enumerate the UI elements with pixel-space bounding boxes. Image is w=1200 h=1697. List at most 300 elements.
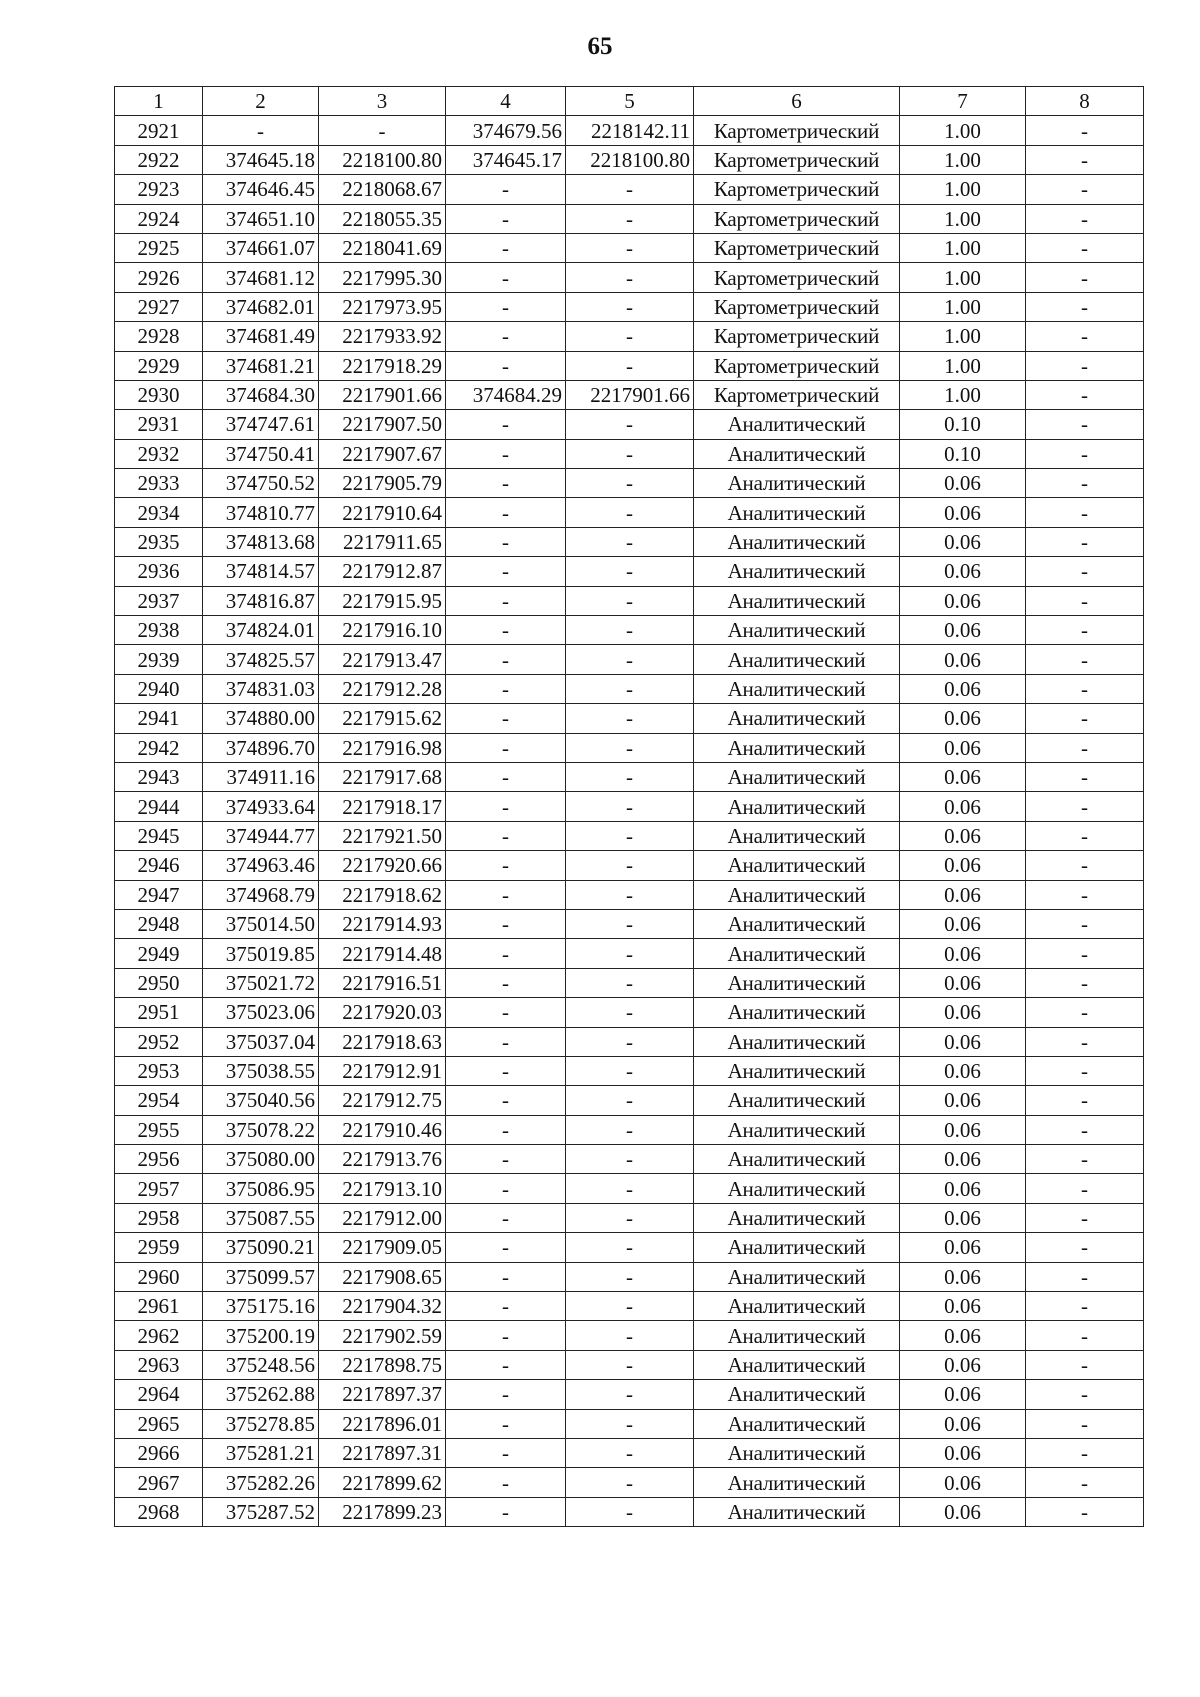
accuracy-cell: 0.06	[900, 557, 1026, 586]
x-prev-cell: -	[446, 498, 566, 527]
y-prev-cell: -	[566, 557, 694, 586]
note-cell: -	[1026, 1468, 1144, 1497]
table-row	[115, 821, 1144, 850]
note-cell: -	[1026, 233, 1144, 262]
accuracy-cell: 0.06	[900, 792, 1026, 821]
method-cell: Картометрический	[694, 322, 900, 351]
x-prev-cell: -	[446, 1468, 566, 1497]
y-prev-cell: -	[566, 762, 694, 791]
table-row	[115, 145, 1144, 174]
x-prev-cell: -	[446, 880, 566, 909]
y-prev-cell: -	[566, 1380, 694, 1409]
x-coord-cell: 374963.46	[203, 851, 319, 880]
accuracy-cell: 0.06	[900, 968, 1026, 997]
y-prev-cell: -	[566, 1321, 694, 1350]
point-number-cell: 2929	[115, 351, 203, 380]
x-prev-cell: -	[446, 1203, 566, 1232]
point-number-cell: 2967	[115, 1468, 203, 1497]
point-number-cell: 2946	[115, 851, 203, 880]
x-coord-cell: 374645.18	[203, 145, 319, 174]
table-row	[115, 1086, 1144, 1115]
y-prev-cell: -	[566, 1350, 694, 1379]
y-coord-cell: 2217912.28	[319, 674, 446, 703]
x-coord-cell: 375278.85	[203, 1409, 319, 1438]
table-row	[115, 674, 1144, 703]
y-prev-cell: -	[566, 674, 694, 703]
accuracy-cell: 0.06	[900, 498, 1026, 527]
x-coord-cell: 374681.21	[203, 351, 319, 380]
y-coord-cell: 2217914.48	[319, 939, 446, 968]
x-coord-cell: 374651.10	[203, 204, 319, 233]
note-cell: -	[1026, 498, 1144, 527]
y-prev-cell: -	[566, 851, 694, 880]
accuracy-cell: 0.06	[900, 527, 1026, 556]
column-header-4: 4	[446, 87, 566, 116]
note-cell: -	[1026, 527, 1144, 556]
y-coord-cell: 2217920.03	[319, 998, 446, 1027]
y-coord-cell: 2217912.00	[319, 1203, 446, 1232]
accuracy-cell: 0.06	[900, 880, 1026, 909]
x-prev-cell: -	[446, 1262, 566, 1291]
method-cell: Аналитический	[694, 645, 900, 674]
y-coord-cell: 2217897.31	[319, 1438, 446, 1467]
y-coord-cell: 2217933.92	[319, 322, 446, 351]
point-number-cell: 2925	[115, 233, 203, 262]
point-number-cell: 2926	[115, 263, 203, 292]
method-cell: Аналитический	[694, 1056, 900, 1085]
y-prev-cell: -	[566, 704, 694, 733]
method-cell: Аналитический	[694, 1115, 900, 1144]
y-prev-cell: -	[566, 1027, 694, 1056]
y-coord-cell: 2217918.17	[319, 792, 446, 821]
point-number-cell: 2960	[115, 1262, 203, 1291]
y-prev-cell: -	[566, 1145, 694, 1174]
point-number-cell: 2933	[115, 469, 203, 498]
note-cell: -	[1026, 1233, 1144, 1262]
x-prev-cell: -	[446, 263, 566, 292]
point-number-cell: 2950	[115, 968, 203, 997]
note-cell: -	[1026, 1027, 1144, 1056]
y-prev-cell: -	[566, 1468, 694, 1497]
y-coord-cell: 2217912.87	[319, 557, 446, 586]
y-prev-cell: -	[566, 233, 694, 262]
method-cell: Аналитический	[694, 557, 900, 586]
table-row	[115, 1409, 1144, 1438]
y-coord-cell: 2217914.93	[319, 909, 446, 938]
note-cell: -	[1026, 1262, 1144, 1291]
point-number-cell: 2936	[115, 557, 203, 586]
x-coord-cell: 374825.57	[203, 645, 319, 674]
accuracy-cell: 0.06	[900, 998, 1026, 1027]
table-row	[115, 439, 1144, 468]
x-coord-cell: 374831.03	[203, 674, 319, 703]
accuracy-cell: 0.10	[900, 439, 1026, 468]
table-row	[115, 1497, 1144, 1526]
x-coord-cell: 374661.07	[203, 233, 319, 262]
method-cell: Аналитический	[694, 939, 900, 968]
y-prev-cell: -	[566, 1292, 694, 1321]
note-cell: -	[1026, 762, 1144, 791]
x-coord-cell: 375021.72	[203, 968, 319, 997]
x-prev-cell: 374679.56	[446, 116, 566, 145]
y-prev-cell: -	[566, 939, 694, 968]
note-cell: -	[1026, 469, 1144, 498]
table-row	[115, 322, 1144, 351]
method-cell: Аналитический	[694, 410, 900, 439]
point-number-cell: 2958	[115, 1203, 203, 1232]
accuracy-cell: 0.06	[900, 586, 1026, 615]
accuracy-cell: 0.06	[900, 469, 1026, 498]
point-number-cell: 2962	[115, 1321, 203, 1350]
point-number-cell: 2940	[115, 674, 203, 703]
note-cell: -	[1026, 263, 1144, 292]
table-row	[115, 498, 1144, 527]
note-cell: -	[1026, 410, 1144, 439]
table-row	[115, 939, 1144, 968]
x-prev-cell: -	[446, 1292, 566, 1321]
x-coord-cell: 375287.52	[203, 1497, 319, 1526]
accuracy-cell: 0.06	[900, 704, 1026, 733]
method-cell: Аналитический	[694, 998, 900, 1027]
x-prev-cell: -	[446, 998, 566, 1027]
x-prev-cell: -	[446, 1115, 566, 1144]
x-coord-cell: 375281.21	[203, 1438, 319, 1467]
accuracy-cell: 0.06	[900, 762, 1026, 791]
x-coord-cell: 375248.56	[203, 1350, 319, 1379]
x-coord-cell: 374933.64	[203, 792, 319, 821]
column-header-5: 5	[566, 87, 694, 116]
accuracy-cell: 0.06	[900, 1262, 1026, 1291]
accuracy-cell: 1.00	[900, 145, 1026, 174]
note-cell: -	[1026, 1321, 1144, 1350]
point-number-cell: 2968	[115, 1497, 203, 1526]
note-cell: -	[1026, 1056, 1144, 1085]
x-prev-cell: -	[446, 792, 566, 821]
y-coord-cell: -	[319, 116, 446, 145]
y-coord-cell: 2217909.05	[319, 1233, 446, 1262]
x-prev-cell: -	[446, 1174, 566, 1203]
note-cell: -	[1026, 880, 1144, 909]
method-cell: Аналитический	[694, 909, 900, 938]
x-prev-cell: -	[446, 586, 566, 615]
method-cell: Аналитический	[694, 1321, 900, 1350]
x-coord-cell: 375014.50	[203, 909, 319, 938]
y-coord-cell: 2217916.51	[319, 968, 446, 997]
accuracy-cell: 0.06	[900, 1056, 1026, 1085]
method-cell: Картометрический	[694, 204, 900, 233]
point-number-cell: 2934	[115, 498, 203, 527]
x-prev-cell: -	[446, 292, 566, 321]
note-cell: -	[1026, 733, 1144, 762]
accuracy-cell: 1.00	[900, 380, 1026, 409]
table-row	[115, 351, 1144, 380]
accuracy-cell: 1.00	[900, 351, 1026, 380]
accuracy-cell: 0.06	[900, 733, 1026, 762]
note-cell: -	[1026, 1497, 1144, 1526]
table-row	[115, 1468, 1144, 1497]
point-number-cell: 2939	[115, 645, 203, 674]
note-cell: -	[1026, 1350, 1144, 1379]
method-cell: Аналитический	[694, 527, 900, 556]
y-coord-cell: 2217898.75	[319, 1350, 446, 1379]
y-coord-cell: 2218055.35	[319, 204, 446, 233]
method-cell: Картометрический	[694, 116, 900, 145]
accuracy-cell: 0.06	[900, 939, 1026, 968]
y-coord-cell: 2217907.67	[319, 439, 446, 468]
x-prev-cell: -	[446, 645, 566, 674]
point-number-cell: 2963	[115, 1350, 203, 1379]
table-row	[115, 1233, 1144, 1262]
x-coord-cell: 374682.01	[203, 292, 319, 321]
note-cell: -	[1026, 145, 1144, 174]
y-prev-cell: -	[566, 998, 694, 1027]
x-prev-cell: -	[446, 1233, 566, 1262]
method-cell: Аналитический	[694, 851, 900, 880]
table-row	[115, 998, 1144, 1027]
x-prev-cell: -	[446, 821, 566, 850]
x-prev-cell: -	[446, 1145, 566, 1174]
method-cell: Аналитический	[694, 1409, 900, 1438]
method-cell: Картометрический	[694, 292, 900, 321]
y-prev-cell: -	[566, 1409, 694, 1438]
column-header-2: 2	[203, 87, 319, 116]
point-number-cell: 2937	[115, 586, 203, 615]
x-prev-cell: -	[446, 616, 566, 645]
y-prev-cell: -	[566, 645, 694, 674]
accuracy-cell: 0.06	[900, 674, 1026, 703]
x-coord-cell: 375200.19	[203, 1321, 319, 1350]
method-cell: Аналитический	[694, 1145, 900, 1174]
x-prev-cell: -	[446, 1497, 566, 1526]
point-number-cell: 2928	[115, 322, 203, 351]
y-coord-cell: 2217915.95	[319, 586, 446, 615]
x-coord-cell: 374681.49	[203, 322, 319, 351]
x-prev-cell: 374645.17	[446, 145, 566, 174]
y-coord-cell: 2217917.68	[319, 762, 446, 791]
y-prev-cell: -	[566, 175, 694, 204]
accuracy-cell: 0.06	[900, 1380, 1026, 1409]
table-header	[115, 87, 1144, 116]
point-number-cell: 2964	[115, 1380, 203, 1409]
note-cell: -	[1026, 322, 1144, 351]
y-prev-cell: -	[566, 1262, 694, 1291]
x-coord-cell: 374681.12	[203, 263, 319, 292]
method-cell: Аналитический	[694, 1203, 900, 1232]
x-coord-cell: 375040.56	[203, 1086, 319, 1115]
table-row	[115, 733, 1144, 762]
table-row	[115, 880, 1144, 909]
note-cell: -	[1026, 1086, 1144, 1115]
method-cell: Аналитический	[694, 1262, 900, 1291]
method-cell: Картометрический	[694, 380, 900, 409]
method-cell: Аналитический	[694, 733, 900, 762]
y-prev-cell: -	[566, 527, 694, 556]
y-prev-cell: -	[566, 1115, 694, 1144]
x-prev-cell: -	[446, 968, 566, 997]
table-row	[115, 1174, 1144, 1203]
x-prev-cell: -	[446, 204, 566, 233]
x-prev-cell: -	[446, 1438, 566, 1467]
y-coord-cell: 2217912.91	[319, 1056, 446, 1085]
method-cell: Картометрический	[694, 351, 900, 380]
x-prev-cell: -	[446, 1350, 566, 1379]
y-coord-cell: 2217902.59	[319, 1321, 446, 1350]
point-number-cell: 2954	[115, 1086, 203, 1115]
x-coord-cell: 374684.30	[203, 380, 319, 409]
y-coord-cell: 2218068.67	[319, 175, 446, 204]
table-row	[115, 292, 1144, 321]
y-coord-cell: 2217899.23	[319, 1497, 446, 1526]
method-cell: Аналитический	[694, 616, 900, 645]
method-cell: Аналитический	[694, 821, 900, 850]
note-cell: -	[1026, 1438, 1144, 1467]
y-prev-cell: -	[566, 821, 694, 850]
point-number-cell: 2957	[115, 1174, 203, 1203]
point-number-cell: 2947	[115, 880, 203, 909]
x-coord-cell: 374750.41	[203, 439, 319, 468]
table-row	[115, 762, 1144, 791]
x-coord-cell: 375078.22	[203, 1115, 319, 1144]
y-coord-cell: 2217918.63	[319, 1027, 446, 1056]
x-coord-cell: 374646.45	[203, 175, 319, 204]
y-coord-cell: 2217920.66	[319, 851, 446, 880]
method-cell: Картометрический	[694, 145, 900, 174]
y-prev-cell: -	[566, 322, 694, 351]
method-cell: Аналитический	[694, 439, 900, 468]
y-coord-cell: 2217918.62	[319, 880, 446, 909]
method-cell: Аналитический	[694, 1292, 900, 1321]
method-cell: Аналитический	[694, 1027, 900, 1056]
y-prev-cell: -	[566, 968, 694, 997]
y-prev-cell: -	[566, 1203, 694, 1232]
point-number-cell: 2927	[115, 292, 203, 321]
x-coord-cell: 375023.06	[203, 998, 319, 1027]
point-number-cell: 2944	[115, 792, 203, 821]
table-row	[115, 557, 1144, 586]
method-cell: Аналитический	[694, 1380, 900, 1409]
accuracy-cell: 0.06	[900, 1292, 1026, 1321]
y-prev-cell: -	[566, 410, 694, 439]
accuracy-cell: 0.06	[900, 1468, 1026, 1497]
x-coord-cell: 375090.21	[203, 1233, 319, 1262]
table-row	[115, 469, 1144, 498]
x-coord-cell: 375099.57	[203, 1262, 319, 1291]
x-coord-cell: 374750.52	[203, 469, 319, 498]
table-row	[115, 175, 1144, 204]
accuracy-cell: 0.06	[900, 821, 1026, 850]
y-coord-cell: 2217916.10	[319, 616, 446, 645]
x-prev-cell: -	[446, 1086, 566, 1115]
point-number-cell: 2935	[115, 527, 203, 556]
point-number-cell: 2948	[115, 909, 203, 938]
table-row	[115, 1438, 1144, 1467]
y-prev-cell: -	[566, 292, 694, 321]
x-prev-cell: -	[446, 1380, 566, 1409]
point-number-cell: 2961	[115, 1292, 203, 1321]
accuracy-cell: 0.06	[900, 1438, 1026, 1467]
accuracy-cell: 0.06	[900, 616, 1026, 645]
point-number-cell: 2923	[115, 175, 203, 204]
x-coord-cell: 375087.55	[203, 1203, 319, 1232]
point-number-cell: 2930	[115, 380, 203, 409]
x-coord-cell: 374813.68	[203, 527, 319, 556]
accuracy-cell: 0.06	[900, 1115, 1026, 1144]
y-coord-cell: 2217896.01	[319, 1409, 446, 1438]
note-cell: -	[1026, 1145, 1144, 1174]
x-coord-cell: 375019.85	[203, 939, 319, 968]
accuracy-cell: 0.06	[900, 1233, 1026, 1262]
x-prev-cell: -	[446, 527, 566, 556]
accuracy-cell: 0.06	[900, 1409, 1026, 1438]
table-row	[115, 527, 1144, 556]
y-prev-cell: -	[566, 909, 694, 938]
x-prev-cell: -	[446, 410, 566, 439]
table-row	[115, 645, 1144, 674]
y-coord-cell: 2217973.95	[319, 292, 446, 321]
accuracy-cell: 1.00	[900, 292, 1026, 321]
x-prev-cell: -	[446, 1056, 566, 1085]
method-cell: Аналитический	[694, 1468, 900, 1497]
note-cell: -	[1026, 351, 1144, 380]
method-cell: Аналитический	[694, 586, 900, 615]
accuracy-cell: 0.06	[900, 1350, 1026, 1379]
x-prev-cell: -	[446, 733, 566, 762]
point-number-cell: 2943	[115, 762, 203, 791]
column-header-6: 6	[694, 87, 900, 116]
point-number-cell: 2941	[115, 704, 203, 733]
y-coord-cell: 2217901.66	[319, 380, 446, 409]
x-prev-cell: -	[446, 762, 566, 791]
method-cell: Картометрический	[694, 233, 900, 262]
note-cell: -	[1026, 380, 1144, 409]
method-cell: Картометрический	[694, 263, 900, 292]
x-coord-cell: 374816.87	[203, 586, 319, 615]
y-coord-cell: 2217905.79	[319, 469, 446, 498]
y-prev-cell: 2217901.66	[566, 380, 694, 409]
accuracy-cell: 0.10	[900, 410, 1026, 439]
accuracy-cell: 1.00	[900, 233, 1026, 262]
y-prev-cell: -	[566, 469, 694, 498]
accuracy-cell: 0.06	[900, 645, 1026, 674]
note-cell: -	[1026, 821, 1144, 850]
y-coord-cell: 2217910.46	[319, 1115, 446, 1144]
accuracy-cell: 1.00	[900, 322, 1026, 351]
y-prev-cell: -	[566, 1497, 694, 1526]
x-coord-cell: -	[203, 116, 319, 145]
point-number-cell: 2938	[115, 616, 203, 645]
note-cell: -	[1026, 204, 1144, 233]
note-cell: -	[1026, 557, 1144, 586]
column-header-3: 3	[319, 87, 446, 116]
x-coord-cell: 374911.16	[203, 762, 319, 791]
note-cell: -	[1026, 674, 1144, 703]
y-prev-cell: 2218100.80	[566, 145, 694, 174]
table-row	[115, 1321, 1144, 1350]
note-cell: -	[1026, 939, 1144, 968]
x-coord-cell: 374968.79	[203, 880, 319, 909]
point-number-cell: 2931	[115, 410, 203, 439]
note-cell: -	[1026, 292, 1144, 321]
note-cell: -	[1026, 1174, 1144, 1203]
x-coord-cell: 374747.61	[203, 410, 319, 439]
table-row	[115, 1027, 1144, 1056]
point-number-cell: 2965	[115, 1409, 203, 1438]
accuracy-cell: 0.06	[900, 1174, 1026, 1203]
note-cell: -	[1026, 968, 1144, 997]
note-cell: -	[1026, 909, 1144, 938]
y-coord-cell: 2218100.80	[319, 145, 446, 174]
y-prev-cell: -	[566, 733, 694, 762]
